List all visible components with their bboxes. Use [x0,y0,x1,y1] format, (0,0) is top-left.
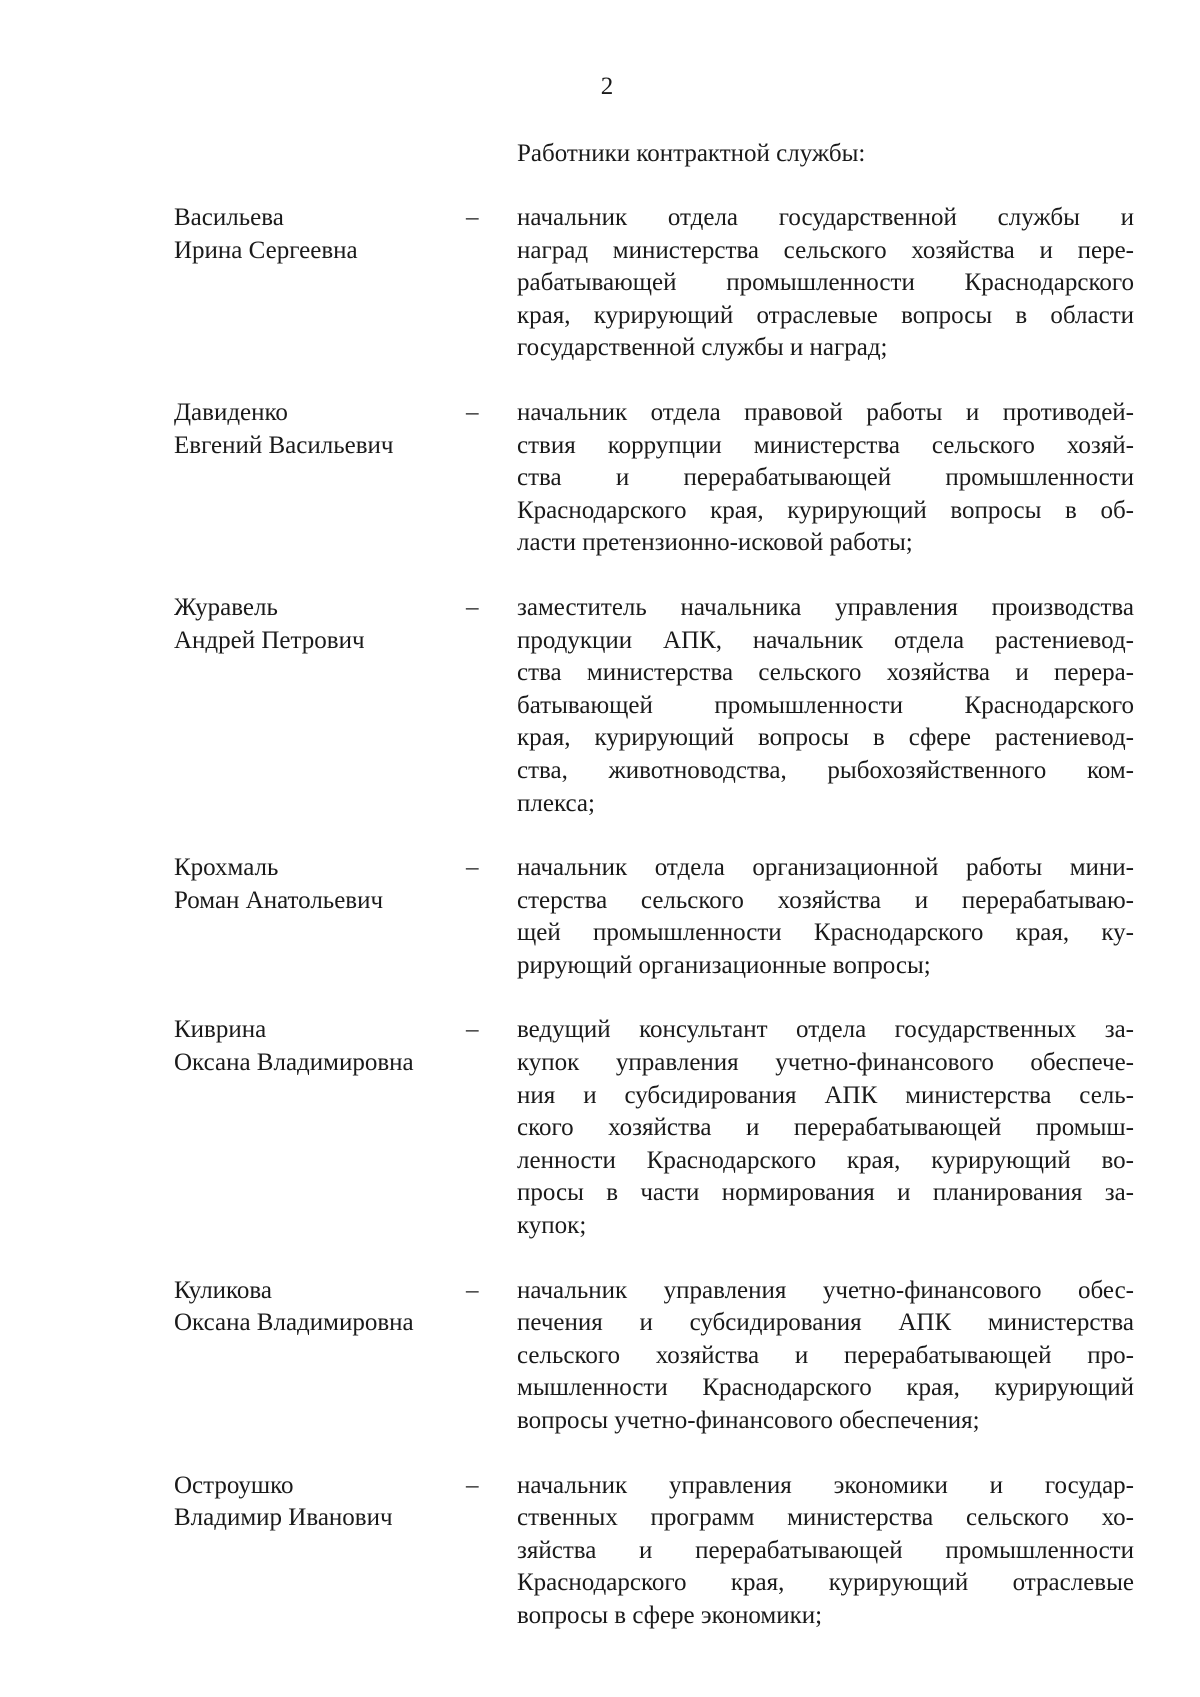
staff-name [174,397,466,462]
role-line: начальник управления экономики и государ- [517,1471,1134,1499]
staff-entry [174,1470,1134,1633]
staff-entry [174,1275,1134,1438]
role-line: вопросы в сфере экономики; [517,1601,823,1629]
staff-role [517,397,1134,560]
role-line: стерства сельского хозяйства и перерабатываю- [517,886,1134,914]
staff-name [174,852,466,917]
role-line: ленности Краснодарского края, курирующий во- [517,1146,1134,1174]
staff-role [517,852,1134,982]
role-line: сельского хозяйства и перерабатывающей про- [517,1341,1134,1369]
staff-role [517,1275,1134,1438]
staff-role [517,592,1134,820]
role-line: ния и субсидирования АПК министерства сель- [517,1081,1134,1109]
role-line: начальник управления учетно-финансового обес- [517,1276,1134,1304]
staff-surname: Остроушко [174,1471,294,1499]
role-line: Краснодарского края, курирующий вопросы в об- [517,496,1134,524]
role-line: плекса; [517,789,595,817]
dash-separator: – [466,1016,479,1044]
dash-separator: – [466,398,479,426]
role-line: ствия коррупции министерства сельского хозяй- [517,431,1134,459]
role-line: щей промышленности Краснодарского края, ку- [517,919,1134,947]
role-line: ского хозяйства и перерабатывающей промыш- [517,1114,1134,1142]
staff-surname: Журавель [174,593,278,621]
staff-entry [174,852,1134,982]
section-heading: Работники контрактной службы: [517,140,866,167]
page-number: 2 [600,73,614,100]
staff-given-names: Евгений Васильевич [174,431,394,459]
role-line: мышленности Краснодарского края, курирующий [517,1374,1134,1402]
role-line: батывающей промышленности Краснодарского [517,691,1134,719]
role-line: начальник отдела организационной работы мини- [517,854,1134,882]
role-line: печения и субсидирования АПК министерства [517,1309,1134,1337]
dash-separator: – [466,593,479,621]
staff-name [174,1275,466,1340]
role-line: ства министерства сельского хозяйства и перера- [517,659,1134,687]
dash-separator: – [466,854,479,882]
staff-name [174,592,466,657]
role-line: края, курирующий отраслевые вопросы в области [517,301,1134,329]
staff-surname: Киврина [174,1016,267,1044]
role-line: начальник отдела государственной службы и [517,204,1134,231]
staff-given-names: Ирина Сергеевна [174,236,358,264]
role-line: начальник отдела правовой работы и противодей- [517,398,1134,426]
staff-surname: Крохмаль [174,854,279,882]
staff-given-names: Роман Анатольевич [174,886,384,914]
staff-name [174,1470,466,1535]
role-line: купок управления учетно-финансового обеспече- [517,1049,1134,1077]
dash-separator: – [466,1471,479,1499]
staff-role [517,1470,1134,1633]
staff-entry [174,397,1134,560]
role-line: ства, животноводства, рыбохозяйственного ком- [517,756,1134,784]
staff-entry [174,202,1134,365]
staff-name [174,1014,466,1079]
role-line: продукции АПК, начальник отдела растениевод- [517,626,1134,654]
role-line: рабатывающей промышленности Краснодарского [517,269,1134,297]
staff-list [174,202,1134,1665]
role-line: купок; [517,1212,587,1240]
staff-given-names: Владимир Иванович [174,1504,393,1532]
role-line: зяйства и перерабатывающей промышленности [517,1536,1134,1564]
role-line: ведущий консультант отдела государственных за- [517,1016,1134,1044]
role-line: заместитель начальника управления производства [517,593,1134,621]
role-line: ства и перерабатывающей промышленности [517,464,1134,492]
dash-separator: – [466,204,479,231]
role-line: Краснодарского края, курирующий отраслевые [517,1569,1134,1597]
staff-surname: Васильева [174,204,284,231]
role-line: рирующий организационные вопросы; [517,951,931,979]
staff-surname: Давиденко [174,398,288,426]
staff-given-names: Оксана Владимировна [174,1049,414,1077]
staff-given-names: Андрей Петрович [174,626,365,654]
staff-given-names: Оксана Владимировна [174,1309,414,1337]
staff-entry [174,592,1134,820]
role-line: ственных программ министерства сельского хо- [517,1504,1134,1532]
staff-role [517,202,1134,365]
role-line: ласти претензионно-исковой работы; [517,529,913,557]
role-line: вопросы учетно-финансового обеспечения; [517,1407,980,1434]
role-line: края, курирующий вопросы в сфере растениевод- [517,724,1134,752]
role-line: просы в части нормирования и планирования за- [517,1179,1134,1207]
staff-surname: Куликова [174,1276,272,1304]
staff-role [517,1014,1134,1242]
staff-entry [174,1014,1134,1242]
role-line: наград министерства сельского хозяйства и пере- [517,236,1134,264]
role-line: государственной службы и наград; [517,334,888,362]
dash-separator: – [466,1276,479,1304]
staff-name [174,202,466,267]
